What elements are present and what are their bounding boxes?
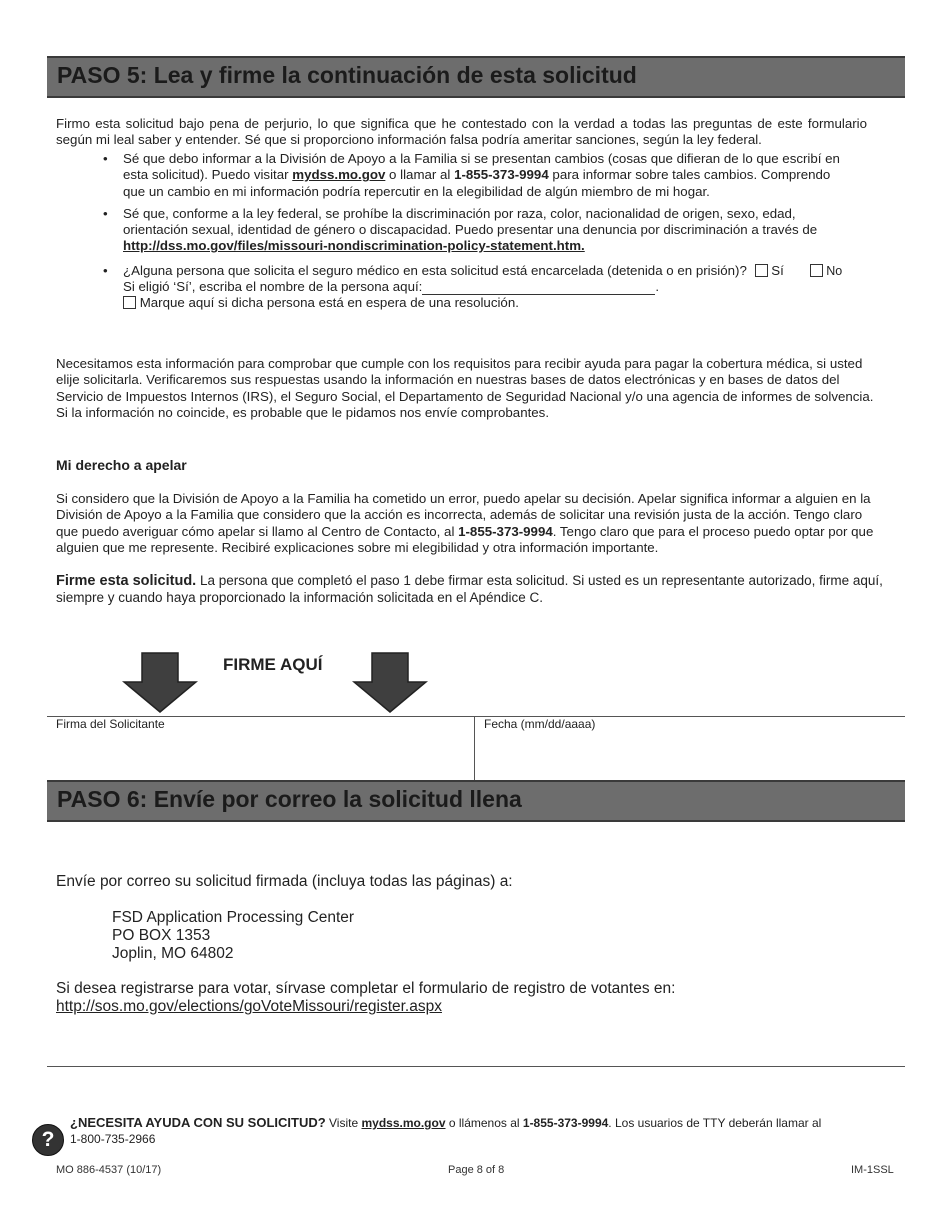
- verification-info: Necesitamos esta información para comprobar que cumple con los requisitos para recibir ayuda para pagar la cobertura médica, si usted elije solicitarla. Verificaremos sus respuestas usando la información en nuestras bases de datos electrónicas y en bases de datos del Servicio de Impuestos Internos (IRS), el Seguro Social, el Departamento de Seguridad Nacional y/o una agencia de informes de solvencia. Si la información no coincide, es probable que le pidamos nos envíe comprobantes.: [56, 356, 874, 420]
- no-checkbox[interactable]: [810, 264, 823, 277]
- incarceration-question: ¿Alguna persona que solicita el seguro médico en esta solicitud está encarcelada (detenida o en prisión)?: [123, 262, 747, 278]
- nondiscrimination-link[interactable]: http://dss.mo.gov/files/missouri-nondiscrimination-policy-statement.htm.: [123, 238, 585, 254]
- contact-phone: 1-855-373-9994: [454, 167, 549, 183]
- footer-divider: [47, 1066, 905, 1067]
- form-code: IM-1SSL: [851, 1164, 894, 1176]
- appeal-text: Si considero que la División de Apoyo a la Familia ha cometido un error, puedo apelar su decisión. Apelar significa informar a alguien en la División de Apoyo a la Familia que considero que la acción es incorrecta, además de solicitar una revisión justa de la acción. Tengo claro que puedo averiguar cómo apelar si llamo al Centro de Contacto, al 1-855-373-9994. Tengo claro que para el proceso puedo optar por que alguien que me represente. Recibiré explicaciones sobre mi elegibilidad y otra información importante.: [56, 491, 874, 555]
- list-item: • Sé que debo informar a la División de Apoyo a la Familia si se presentan cambios (cosas que difieran de lo que escribí en esta solicitud). Puedo visitar mydss.mo.gov o llamar al 1-855-373-9994 para informar sobre tales cambios. Comprendo que un cambio en mi información podría repercutir en la elegibilidad de algún miembro de mi hogar.: [103, 151, 840, 199]
- incarcerated-name-field[interactable]: [422, 281, 655, 295]
- step5-title: PASO 5: Lea y firme la continuación de esta solicitud: [57, 62, 637, 88]
- step6-title: PASO 6: Envíe por correo la solicitud llena: [57, 786, 522, 812]
- help-lead: ¿NECESITA AYUDA CON SU SOLICITUD?: [70, 1115, 326, 1130]
- address-line: FSD Application Processing Center: [112, 909, 355, 926]
- mailing-address: [112, 909, 354, 963]
- no-label: No: [826, 263, 843, 278]
- tty-phone: 1-800-735-2966: [70, 1132, 156, 1146]
- step5-header: [47, 56, 905, 98]
- arrow-down-icon: [352, 652, 428, 714]
- step6-header: [47, 780, 905, 822]
- address-line: Joplin, MO 64802: [112, 945, 234, 962]
- name-prompt: Si eligió ‘Sí’, escriba el nombre de la persona aquí:: [123, 279, 423, 295]
- date-field[interactable]: [478, 733, 903, 779]
- yes-label: Sí: [771, 262, 784, 278]
- acknowledgement-list: [103, 151, 843, 312]
- form-id: MO 886-4537 (10/17): [56, 1164, 162, 1176]
- sign-lead: Firme esta solicitud.: [56, 573, 197, 589]
- signature-field[interactable]: [48, 733, 472, 779]
- appeal-heading: Mi derecho a apelar: [56, 457, 187, 473]
- help-mydss-link[interactable]: mydss.mo.gov: [361, 1116, 446, 1130]
- pending-label: Marque aquí si dicha persona está en espera de una resolución.: [139, 295, 519, 311]
- help-question-icon: ?: [32, 1124, 64, 1156]
- list-item: • ¿Alguna persona que solicita el seguro médico en esta solicitud está encarcelada (detenida o en prisión)? Sí No Si eligió ‘Sí’, escriba el nombre de la persona aquí: . Marque aquí si dicha persona está en espera de una resolución.: [103, 262, 843, 311]
- arrow-down-icon: [122, 652, 198, 714]
- voter-registration-link[interactable]: http://sos.mo.gov/elections/goVoteMissouri/register.aspx: [56, 998, 442, 1015]
- yes-checkbox[interactable]: [755, 264, 768, 277]
- voter-registration-text: Si desea registrarse para votar, sírvase completar el formulario de registro de votantes en:: [56, 980, 676, 997]
- help-text: ¿NECESITA AYUDA CON SU SOLICITUD? Visite mydss.mo.gov o llámenos al 1-855-373-9994. Los usuarios de TTY deberán llamar al 1-800-735-2966: [70, 1115, 822, 1146]
- signature-label: Firma del Solicitante: [56, 717, 165, 731]
- appeal-phone: 1-855-373-9994: [458, 523, 553, 539]
- mail-instructions: Envíe por correo su solicitud firmada (incluya todas las páginas) a:: [56, 873, 513, 890]
- help-phone: 1-855-373-9994: [522, 1116, 609, 1130]
- date-label: Fecha (mm/dd/aaaa): [484, 717, 596, 731]
- signature-divider: [47, 716, 905, 717]
- page-number: Page 8 of 8: [448, 1164, 505, 1176]
- sign-instructions: Firme esta solicitud. La persona que completó el paso 1 debe firmar esta solicitud. Si usted es un representante autorizado, firme aquí, siempre y cuando haya proporcionado la información solicitada en el Apéndice C.: [56, 573, 883, 605]
- signature-date-divider: [474, 716, 475, 780]
- address-line: PO BOX 1353: [112, 927, 211, 944]
- perjury-statement: Firmo esta solicitud bajo pena de perjurio, lo que significa que he contestado con la verdad a todas las preguntas de este formulario según mi leal saber y entender. Sé que si proporciono información falsa podría ameritar sanciones, según la ley federal.: [56, 116, 867, 148]
- pending-checkbox[interactable]: [123, 296, 136, 309]
- mydss-link[interactable]: mydss.mo.gov: [292, 167, 386, 183]
- sign-here-label: FIRME AQUÍ: [223, 655, 323, 674]
- list-item: • Sé que, conforme a la ley federal, se prohíbe la discriminación por raza, color, nacionalidad de origen, sexo, edad, orientación sexual, identidad de género o discapacidad. Puedo presentar una denuncia por discriminación a través de http://dss.mo.gov/files/missouri-nondiscrimination-policy-statement.htm.: [103, 205, 818, 254]
